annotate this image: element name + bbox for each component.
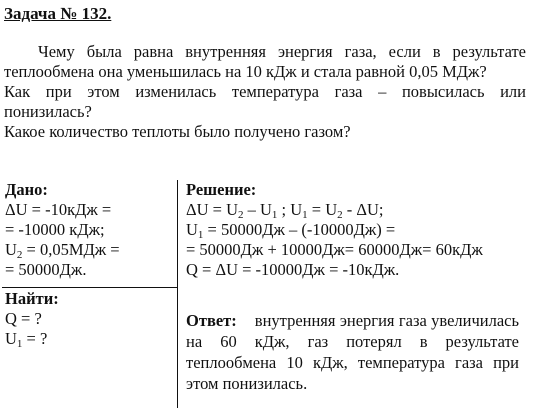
given-line: ΔU = -10кДж = xyxy=(5,200,112,219)
given-line: = -10000 кДж; xyxy=(5,220,105,239)
answer-text: внутренняя энергия газа увеличилась на 60 кДж, газ потерял в результате теплообмена 10 кДж, температура газа при этом понизилась. xyxy=(186,311,519,393)
problem-question-2: Как при этом изменилась температура газа – повысилась или понизилась? xyxy=(4,82,526,121)
find-section xyxy=(5,289,175,349)
solution-line: $\Delta U = U_2 - U_1$ ; $U_1 = U_2 - \Delta U$; xyxy=(186,200,384,221)
find-label: Найти: xyxy=(5,289,59,308)
find-line: Q = ? xyxy=(5,309,42,328)
given-label: Дано: xyxy=(5,180,48,199)
problem-question-3: Какое количество теплоты было получено газом? xyxy=(4,122,351,141)
solution-line: $U_1 = 50000Дж - (-10000Дж)$ = xyxy=(186,220,396,241)
problem-question-1: Чему была равна внутренняя энергия газа, если в результате теплообмена она уменьшилась на 10 кДж и стала равной 0,05 МДж? xyxy=(4,42,526,81)
solution-line: = 50000Дж + 10000Дж= 60000Дж= 60кДж xyxy=(186,240,483,259)
vertical-divider xyxy=(177,180,178,408)
problem-title: Задача № 132. xyxy=(4,4,112,23)
given-line: = 50000Дж. xyxy=(5,260,87,279)
problem-statement xyxy=(4,42,526,142)
solution-line: Q = ΔU = -10000Дж = -10кДж. xyxy=(186,260,400,279)
answer-section xyxy=(186,310,519,394)
given-line: $U_2 = 0,05МДж$ = xyxy=(5,240,120,261)
solution-label: Решение: xyxy=(186,180,257,199)
answer-label: Ответ: xyxy=(186,311,237,330)
horizontal-divider xyxy=(2,287,177,288)
solution-section xyxy=(186,180,526,280)
find-line: $U_1$ = ? xyxy=(5,329,48,350)
given-section xyxy=(5,180,175,280)
